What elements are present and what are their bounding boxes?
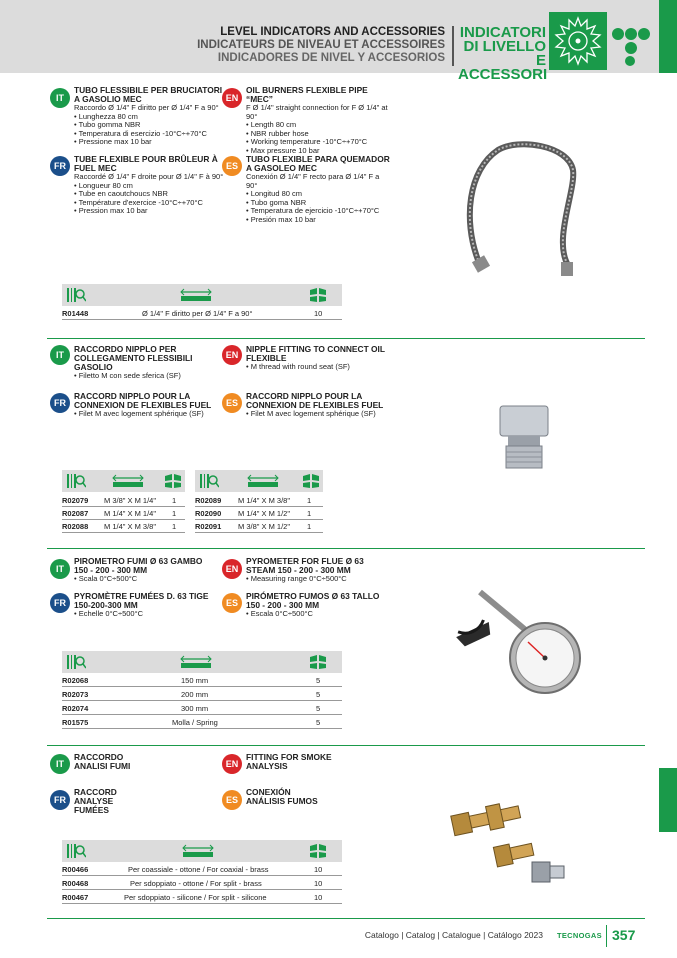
package-boxes-icon bbox=[301, 473, 321, 489]
row-code: R00467 bbox=[62, 893, 89, 902]
package-boxes-icon bbox=[163, 473, 183, 489]
s3-en-block bbox=[246, 557, 386, 584]
section-separator bbox=[47, 338, 645, 339]
lang-es-badge: ES bbox=[222, 790, 242, 810]
s1-it-line: • Pressione max 10 bar bbox=[74, 137, 152, 146]
barcode-icon bbox=[199, 473, 219, 489]
package-boxes-icon bbox=[308, 654, 328, 670]
lang-it-badge: IT bbox=[50, 345, 70, 365]
s2-en-line: • M thread with round seat (SF) bbox=[246, 362, 350, 371]
barcode-icon bbox=[66, 287, 86, 303]
row-code: R01575 bbox=[62, 718, 89, 727]
row-qty: 1 bbox=[307, 522, 312, 531]
row-qty: 1 bbox=[172, 522, 177, 531]
row-code: R02074 bbox=[62, 704, 89, 713]
s1-es-line: • Temperatura de ejercicio -10°C÷+70°C bbox=[246, 206, 380, 215]
row-desc: M 1/4" X M 3/8" bbox=[104, 522, 157, 531]
page-number: 357 bbox=[612, 927, 636, 943]
row-qty: 10 bbox=[314, 309, 323, 318]
row-code: R02091 bbox=[195, 522, 222, 531]
table-row bbox=[62, 521, 185, 533]
row-desc: M 1/4" X M 3/8" bbox=[238, 496, 291, 505]
footer-divider bbox=[606, 925, 607, 947]
s3-fr-line: • Echelle 0°C÷500°C bbox=[74, 609, 144, 618]
s3-it-block bbox=[74, 557, 214, 584]
lang-fr-badge: FR bbox=[50, 790, 70, 810]
s1-es-block bbox=[246, 155, 391, 224]
package-boxes-icon bbox=[308, 287, 328, 303]
table-header bbox=[62, 470, 185, 492]
row-desc: Per coassiale - ottone / For coaxial - brass bbox=[128, 865, 269, 874]
header-title-es: INDICADORES DE NIVEL Y ACCESORIOS bbox=[217, 52, 445, 64]
s1-en-line: 90° bbox=[246, 111, 258, 121]
s1-it-line: • Lunghezza 80 cm bbox=[74, 111, 138, 121]
s3-en-line: • Measuring range 0°C÷500°C bbox=[246, 574, 347, 583]
lang-es-badge: ES bbox=[222, 156, 242, 176]
package-boxes-icon bbox=[308, 843, 328, 859]
lang-en-badge: EN bbox=[222, 559, 242, 579]
s3-es-line: • Escala 0°C÷500°C bbox=[246, 609, 313, 618]
header-title-fr: INDICATEURS DE NIVEAU ET ACCESSOIRES bbox=[197, 39, 445, 51]
s1-fr-line: Raccordé Ø 1/4" F droite pour Ø 1/4" F à 90° bbox=[74, 172, 224, 181]
row-code: R00468 bbox=[62, 879, 89, 888]
table-row bbox=[62, 675, 342, 687]
section-separator bbox=[47, 548, 645, 549]
lang-it-badge: IT bbox=[50, 559, 70, 579]
s2-fr-title: RACCORD NIPPLO POUR LA CONNEXION DE FLEXIBLES FUEL bbox=[74, 391, 212, 410]
row-qty: 5 bbox=[316, 676, 321, 685]
table-row bbox=[62, 878, 342, 890]
barcode-icon bbox=[66, 473, 86, 489]
s2-it-block bbox=[74, 345, 224, 381]
header-title-it bbox=[458, 26, 546, 82]
barcode-icon bbox=[66, 654, 86, 670]
s2-en-block bbox=[246, 345, 386, 372]
s1-en-line: • NBR rubber hose bbox=[246, 128, 309, 138]
dimension-ruler-icon bbox=[180, 654, 212, 670]
s1-es-line: • Longitud 80 cm bbox=[246, 189, 302, 198]
s1-fr-block bbox=[74, 155, 224, 216]
row-qty: 1 bbox=[307, 509, 312, 518]
s4-en-title: FITTING FOR SMOKE ANALYSIS bbox=[246, 752, 332, 771]
row-code: R02079 bbox=[62, 496, 89, 505]
lang-en-badge: EN bbox=[222, 88, 242, 108]
s1-en-line: • Length 80 cm bbox=[246, 120, 297, 129]
s1-es-line: Conexión Ø 1/4" F recto para Ø 1/4" F a bbox=[246, 172, 380, 181]
s2-en-title: NIPPLE FITTING TO CONNECT OIL FLEXIBLE bbox=[246, 344, 385, 363]
table-header bbox=[62, 840, 342, 862]
header-title-it-line1: INDICATORI bbox=[459, 24, 546, 41]
table-row bbox=[62, 508, 185, 520]
row-qty: 1 bbox=[172, 496, 177, 505]
row-desc: M 1/4" X M 1/2" bbox=[238, 509, 291, 518]
row-qty: 10 bbox=[314, 879, 323, 888]
row-desc: Molla / Spring bbox=[172, 718, 218, 727]
table-header bbox=[62, 284, 342, 306]
s1-en-line: • Max pressure 10 bar bbox=[246, 145, 320, 155]
s1-fr-line: • Tube en caoutchoucs NBR bbox=[74, 189, 168, 198]
s2-fr-block bbox=[74, 392, 224, 419]
s4-fr-block bbox=[74, 788, 174, 815]
row-qty: 5 bbox=[316, 690, 321, 699]
s2-fr-line: • Filet M avec logement sphérique (SF) bbox=[74, 409, 204, 418]
table-row bbox=[195, 508, 323, 520]
s1-fr-line: • Longueur 80 cm bbox=[74, 180, 133, 190]
row-desc: 150 mm bbox=[181, 676, 209, 685]
s3-it-title: PIROMETRO FUMI Ø 63 GAMBO 150 - 200 - 300 MM bbox=[74, 556, 203, 575]
s1-fr-line: • Température d'exercice -10°C÷+70°C bbox=[74, 197, 203, 207]
s4-it-block bbox=[74, 753, 174, 771]
s3-es-block bbox=[246, 592, 386, 619]
lang-fr-badge: FR bbox=[50, 156, 70, 176]
nipple-fitting-image bbox=[494, 402, 554, 474]
row-qty: 1 bbox=[172, 509, 177, 518]
s4-fr-title: RACCORD ANALYSE FUMÉES bbox=[74, 787, 117, 815]
row-qty: 5 bbox=[316, 718, 321, 727]
s2-es-line: • Filet M avec logement sphérique (SF) bbox=[246, 409, 376, 418]
s3-fr-title: PYROMÈTRE FUMÉES D. 63 TIGE 150-200-300 MM bbox=[74, 591, 209, 610]
s2-it-title: RACCORDO NIPPLO PER COLLEGAMENTO FLESSIBILI GASOLIO bbox=[74, 344, 193, 372]
s1-es-title: TUBO FLEXIBLE PARA QUEMADOR A GASOLEO MEC bbox=[246, 154, 390, 173]
lang-en-badge: EN bbox=[222, 754, 242, 774]
lang-en-badge: EN bbox=[222, 345, 242, 365]
s3-en-title: PYROMETER FOR FLUE Ø 63 STEAM 150 - 200 - 300 MM bbox=[246, 556, 364, 575]
row-code: R02073 bbox=[62, 690, 89, 699]
header-title-it-line3: E ACCESSORI bbox=[458, 52, 548, 83]
row-code: R01448 bbox=[62, 309, 89, 318]
header-title-it-line2: DI LIVELLO bbox=[463, 38, 546, 55]
barcode-icon bbox=[66, 843, 86, 859]
s1-fr-line: • Pression max 10 bar bbox=[74, 206, 148, 215]
s4-es-title: CONEXIÓN ANÁLISIS FUMOS bbox=[246, 787, 318, 806]
table-row bbox=[62, 892, 342, 904]
burst-gauge-icon bbox=[549, 12, 607, 70]
lang-fr-badge: FR bbox=[50, 393, 70, 413]
s1-es-line: • Presión max 10 bar bbox=[246, 214, 316, 224]
row-desc: Per sdoppiato - silicone / For split - silicone bbox=[124, 893, 267, 902]
table-header bbox=[195, 470, 323, 492]
row-code: R02089 bbox=[195, 496, 222, 505]
s1-fr-title: TUBE FLEXIBLE POUR BRÛLEUR À FUEL MEC bbox=[74, 154, 218, 173]
row-desc: M 1/4" X M 1/4" bbox=[104, 509, 157, 518]
row-qty: 5 bbox=[316, 704, 321, 713]
table-row bbox=[195, 495, 323, 507]
s3-fr-block bbox=[74, 592, 214, 619]
row-desc: 200 mm bbox=[181, 690, 209, 699]
dimension-ruler-icon bbox=[180, 287, 212, 303]
row-code: R00466 bbox=[62, 865, 89, 874]
row-desc: Ø 1/4" F diritto per Ø 1/4" F a 90° bbox=[142, 309, 253, 318]
header-title-en: LEVEL INDICATORS AND ACCESSORIES bbox=[220, 26, 445, 38]
s1-it-line: • Temperatura di esercizio -10°C÷+70°C bbox=[74, 128, 207, 138]
row-desc: M 3/8" X M 1/2" bbox=[238, 522, 291, 531]
row-qty: 1 bbox=[307, 496, 312, 505]
dimension-ruler-icon bbox=[182, 843, 214, 859]
lang-it-badge: IT bbox=[50, 88, 70, 108]
table-row bbox=[62, 864, 342, 876]
pyrometer-image bbox=[450, 580, 590, 705]
s3-es-title: PIRÓMETRO FUMOS Ø 63 TALLO 150 - 200 - 300 MM bbox=[246, 591, 380, 610]
s2-es-title: RACCORD NIPPLO POUR LA CONNEXION DE FLEXIBLES FUEL bbox=[246, 391, 384, 410]
section-separator bbox=[47, 745, 645, 746]
s1-en-title: OIL BURNERS FLEXIBLE PIPE “MEC” bbox=[246, 85, 368, 104]
s4-es-block bbox=[246, 788, 346, 806]
table-header bbox=[62, 651, 342, 673]
dimension-ruler-icon bbox=[247, 473, 279, 489]
header-divider bbox=[452, 26, 454, 66]
row-desc: Per sdoppiato - ottone / For split - brass bbox=[130, 879, 262, 888]
s1-es-line: 90° bbox=[246, 180, 258, 190]
row-code: R02068 bbox=[62, 676, 89, 685]
page-header bbox=[0, 0, 677, 83]
s1-it-block bbox=[74, 86, 224, 147]
table-row bbox=[62, 308, 342, 320]
row-code: R02090 bbox=[195, 509, 222, 518]
s3-it-line: • Scala 0°C÷500°C bbox=[74, 574, 138, 583]
s2-es-block bbox=[246, 392, 386, 419]
footer-brand-logo: TECNOGAS bbox=[557, 931, 602, 940]
table-row bbox=[62, 495, 185, 507]
footer-catalog: Catalogo | Catalog | Catalogue | Catálogo 2023 bbox=[364, 930, 543, 940]
s1-it-line: • Tubo gomma NBR bbox=[74, 120, 141, 129]
row-desc: M 3/8" X M 1/4" bbox=[104, 496, 157, 505]
header-side-bar bbox=[659, 0, 677, 73]
row-qty: 10 bbox=[314, 865, 323, 874]
s1-en-line: • Working temperature -10°C÷+70°C bbox=[246, 137, 368, 146]
table-row bbox=[62, 703, 342, 715]
lang-it-badge: IT bbox=[50, 754, 70, 774]
s1-en-line: F Ø 1/4" straight connection for F Ø 1/4" at bbox=[246, 103, 388, 112]
table-row bbox=[62, 717, 342, 729]
lang-es-badge: ES bbox=[222, 393, 242, 413]
row-code: R02087 bbox=[62, 509, 89, 518]
section-side-tab bbox=[659, 768, 677, 832]
s4-it-title: RACCORDO ANALISI FUMI bbox=[74, 752, 131, 771]
s1-it-line: Raccordo Ø 1/4" F diritto per Ø 1/4" F a 90° bbox=[74, 103, 219, 112]
row-code: R02088 bbox=[62, 522, 89, 531]
row-desc: 300 mm bbox=[181, 704, 209, 713]
s4-en-block bbox=[246, 753, 346, 771]
s2-it-line: • Filetto M con sede sferica (SF) bbox=[74, 371, 181, 380]
header-titles bbox=[197, 26, 445, 65]
smoke-fitting-image bbox=[440, 798, 580, 893]
s1-en-block bbox=[246, 86, 396, 155]
table-row bbox=[195, 521, 323, 533]
s1-es-line: • Tubo goma NBR bbox=[246, 197, 307, 207]
row-qty: 10 bbox=[314, 893, 323, 902]
dimension-ruler-icon bbox=[112, 473, 144, 489]
s1-it-title: TUBO FLESSIBILE PER BRUCIATORI A GASOLIO MEC bbox=[74, 85, 223, 104]
lang-es-badge: ES bbox=[222, 593, 242, 613]
section-separator bbox=[47, 918, 645, 919]
lang-fr-badge: FR bbox=[50, 593, 70, 613]
table-row bbox=[62, 689, 342, 701]
flexible-hose-image bbox=[458, 130, 598, 280]
